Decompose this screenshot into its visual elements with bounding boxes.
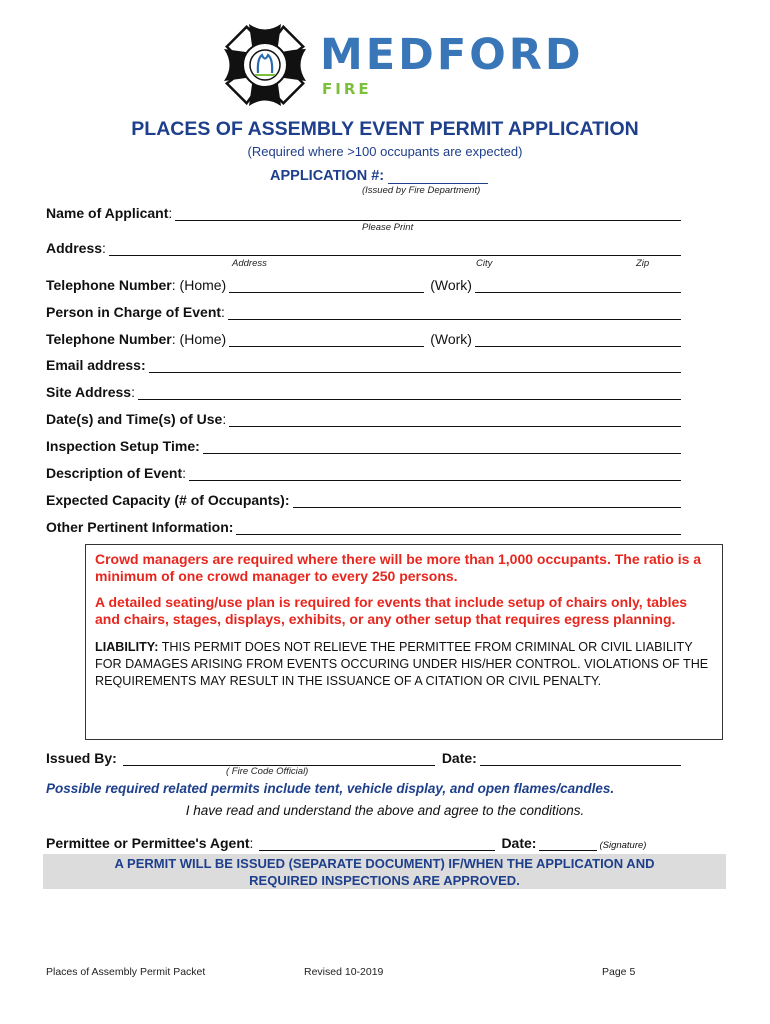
address-hint-street: Address <box>232 258 267 269</box>
applicant-name-hint: Please Print <box>362 222 414 233</box>
site-address-row <box>46 380 681 400</box>
email-label: Email address: <box>46 357 146 373</box>
crowd-manager-notice: Crowd managers are required where there will be more than 1,000 occupants. The ratio is a minimum of one crowd manager to every 250 persons. <box>95 551 702 584</box>
footer-revision: Revised 10-2019 <box>304 966 384 978</box>
site-address-field[interactable] <box>138 385 681 400</box>
email-field[interactable] <box>149 358 681 373</box>
application-number-label: APPLICATION #: <box>270 168 385 184</box>
capacity-field[interactable] <box>293 493 681 508</box>
setup-time-field[interactable] <box>203 439 681 454</box>
description-field[interactable] <box>189 466 681 481</box>
brand-name: MEDFORD <box>320 30 584 80</box>
agreement-statement: I have read and understand the above and agree to the conditions. <box>185 803 585 818</box>
page-subtitle: (Required where >100 occupants are expected) <box>247 144 523 159</box>
contact-home-phone-field[interactable] <box>229 332 424 347</box>
permit-issuance-banner <box>43 854 726 889</box>
fire-code-official-note: ( Fire Code Official) <box>226 766 309 777</box>
contact-work-label: (Work) <box>430 331 472 347</box>
banner-line-1: A PERMIT WILL BE ISSUED (SEPARATE DOCUMENT) IF/WHEN THE APPLICATION AND <box>114 856 655 871</box>
person-in-charge-field[interactable] <box>228 305 681 320</box>
maltese-cross-emblem-icon <box>222 22 308 108</box>
setup-time-row <box>46 434 681 454</box>
issued-by-label: Issued By: <box>46 750 117 766</box>
signature-note: (Signature) <box>599 840 647 851</box>
contact-phone-row <box>46 327 681 347</box>
liability-notice: LIABILITY: THIS PERMIT DOES NOT RELIEVE THE PERMITTEE FROM CRIMINAL OR CIVIL LIABILITY FOR DAMAGES ARISING FROM EVENTS OCCURING UNDER HIS/HER CONTROL. VIOLATIONS OF THE REQUIREMENTS MAY RESULT IN THE ISSUANCE OF A CITATION OR CIVIL PENALTY. <box>95 640 709 688</box>
medford-fire-logo <box>222 22 584 108</box>
description-label: Description of Event: <box>46 465 187 481</box>
capacity-label: Expected Capacity (# of Occupants): <box>46 492 290 508</box>
issued-by-field[interactable] <box>123 751 435 766</box>
person-in-charge-label: Person in Charge of Event: <box>46 304 225 320</box>
issued-by-row <box>46 746 681 766</box>
application-number <box>270 168 488 184</box>
dates-label: Date(s) and Time(s) of Use: <box>46 411 227 427</box>
related-permits-note: Possible required related permits include tent, vehicle display, and open flames/candles. <box>46 781 615 796</box>
issued-date-field[interactable] <box>480 751 681 766</box>
capacity-row <box>46 488 681 508</box>
applicant-phone-label: Telephone Number: (Home) <box>46 277 227 293</box>
dates-row <box>46 407 681 427</box>
email-row <box>46 353 681 373</box>
applicant-work-label: (Work) <box>430 277 472 293</box>
applicant-name-field[interactable] <box>175 206 681 221</box>
application-number-field[interactable] <box>388 169 488 184</box>
permittee-label: Permittee or Permittee's Agent: <box>46 835 254 851</box>
banner-line-2: REQUIRED INSPECTIONS ARE APPROVED. <box>249 873 520 888</box>
applicant-home-phone-field[interactable] <box>229 278 424 293</box>
contact-phone-label: Telephone Number: (Home) <box>46 331 227 347</box>
applicant-name-label: Name of Applicant: <box>46 205 173 221</box>
description-row <box>46 461 681 481</box>
setup-time-label: Inspection Setup Time: <box>46 438 200 454</box>
applicant-name-row <box>46 201 681 221</box>
seating-plan-notice: A detailed seating/use plan is required for events that include setup of chairs only, tables and chairs, stages, displays, exhibits, or any other setup that requires egress planning. <box>95 594 688 627</box>
permittee-row <box>46 831 681 851</box>
other-info-field[interactable] <box>236 520 681 535</box>
address-hint-zip: Zip <box>636 258 650 269</box>
dates-field[interactable] <box>229 412 681 427</box>
brand-subtitle: FIRE <box>322 80 372 98</box>
applicant-phone-row <box>46 273 681 293</box>
application-number-note: (Issued by Fire Department) <box>362 185 481 196</box>
page-title: PLACES OF ASSEMBLY EVENT PERMIT APPLICATION <box>131 118 639 140</box>
requirements-notice-box <box>85 544 723 740</box>
issued-date-label: Date: <box>441 750 477 766</box>
address-field[interactable] <box>109 241 681 256</box>
applicant-work-phone-field[interactable] <box>475 278 681 293</box>
footer-document-name: Places of Assembly Permit Packet <box>46 966 206 978</box>
other-info-row <box>46 515 681 535</box>
permittee-date-label: Date: <box>501 835 537 851</box>
footer-page-number: Page 5 <box>602 966 636 978</box>
contact-work-phone-field[interactable] <box>475 332 681 347</box>
address-row <box>46 236 681 256</box>
permittee-date-field[interactable] <box>539 836 597 851</box>
other-info-label: Other Pertinent Information: <box>46 519 234 535</box>
address-hint-city: City <box>476 258 493 269</box>
site-address-label: Site Address: <box>46 384 135 400</box>
permittee-field[interactable] <box>259 836 495 851</box>
address-label: Address: <box>46 240 106 256</box>
person-in-charge-row <box>46 300 681 320</box>
